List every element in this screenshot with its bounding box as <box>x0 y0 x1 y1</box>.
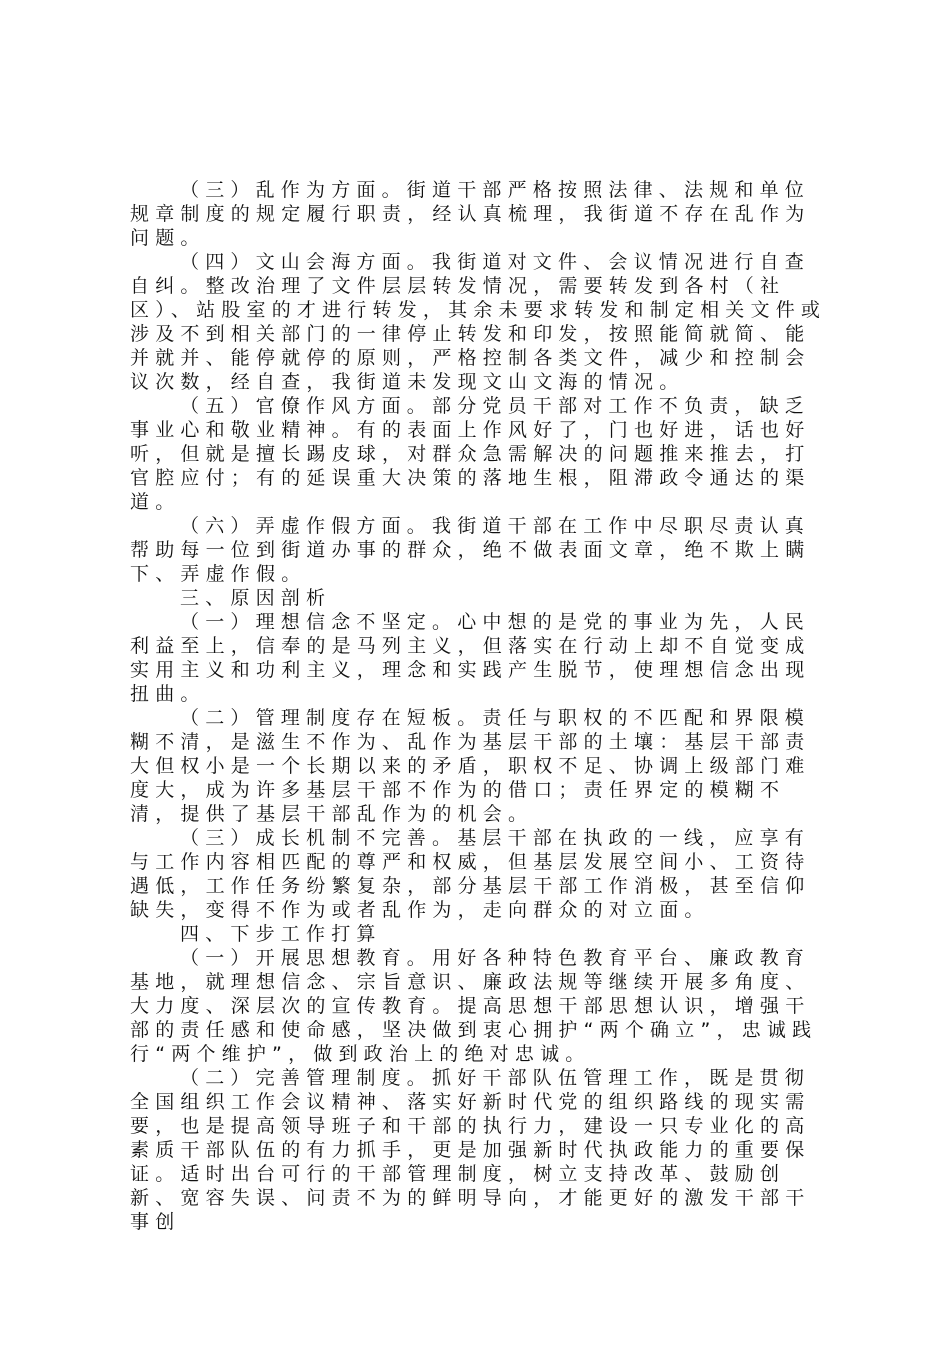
section-heading-next-steps: 四、下步工作打算 <box>180 923 382 945</box>
section-heading-cause-analysis: 三、原因剖析 <box>180 587 332 609</box>
paragraph-guanliaozuofeng: （五）官僚作风方面。部分党员干部对工作不负责，缺乏事业心和敬业精神。有的表面上作风好了，门也好进，话也好听，但就是擅长踢皮球，对群众急需解决的问题推来推去，打官腔应付；有的延误重大决策的落地生根，阻滞政令通达的渠道。 <box>130 395 811 513</box>
paragraph-nongxuzuojia: （六）弄虚作假方面。我街道干部在工作中尽职尽责认真帮助每一位到街道办事的群众，绝不做表面文章，绝不欺上瞒下、弄虚作假。 <box>130 515 811 585</box>
paragraph-luanzuowei: （三）乱作为方面。街道干部严格按照法律、法规和单位规章制度的规定履行职责，经认真梳理，我街道不存在乱作为问题。 <box>130 179 811 249</box>
paragraph-wanshanguanlizhidu: （二）完善管理制度。抓好干部队伍管理工作，既是贯彻全国组织工作会议精神、落实好新时代党的组织路线的现实需要，也是提高领导班子和干部的执行力，建设一只专业化的高素质干部队伍的有力抓手，更是加强新时代执政能力的重要保证。适时出台可行的干部管理制度，树立支持改革、鼓励创新、宽容失误、问责不为的鲜明导向，才能更好的激发干部干事创 <box>130 1067 811 1233</box>
document-body <box>130 178 830 1234</box>
paragraph-guanlizhidu-shortboard: （二）管理制度存在短板。责任与职权的不匹配和界限模糊不清，是滋生不作为、乱作为基层干部的土壤：基层干部责大但权小是一个长期以来的矛盾，职权不足、协调上级部门难度大，成为许多基层干部不作为的借口；责任界定的模糊不清，提供了基层干部乱作为的机会。 <box>130 707 811 825</box>
paragraph-lixiangxinnian: （一）理想信念不坚定。心中想的是党的事业为先，人民利益至上，信奉的是马列主义，但落实在行动上却不自觉变成实用主义和功利主义，理念和实践产生脱节，使理想信念出现扭曲。 <box>130 611 811 705</box>
paragraph-chengzhangjizhi: （三）成长机制不完善。基层干部在执政的一线，应享有与工作内容相匹配的尊严和权威，但基层发展空间小、工资待遇低，工作任务纷繁复杂，部分基层干部工作消极，甚至信仰缺失，变得不作为或者乱作为，走向群众的对立面。 <box>130 827 811 921</box>
paragraph-wenshanhuihai: （四）文山会海方面。我街道对文件、会议情况进行自查自纠。整改治理了文件层层转发情况，需要转发到各村（社区）、站股室的才进行转发，其余未要求转发和制定相关文件或涉及不到相关部门的一律停止转发和印发，按照能简就简、能并就并、能停就停的原则，严格控制各类文件，减少和控制会议次数，经自查，我街道未发现文山文海的情况。 <box>130 251 827 393</box>
paragraph-sixiangjiaoyu: （一）开展思想教育。用好各种特色教育平台、廉政教育基地，就理想信念、宗旨意识、廉政法规等继续开展多角度、大力度、深层次的宣传教育。提高思想干部思想认识，增强干部的责任感和使命感，坚决做到衷心拥护“两个确立”，忠诚践行“两个维护”，做到政治上的绝对忠诚。 <box>130 947 818 1065</box>
